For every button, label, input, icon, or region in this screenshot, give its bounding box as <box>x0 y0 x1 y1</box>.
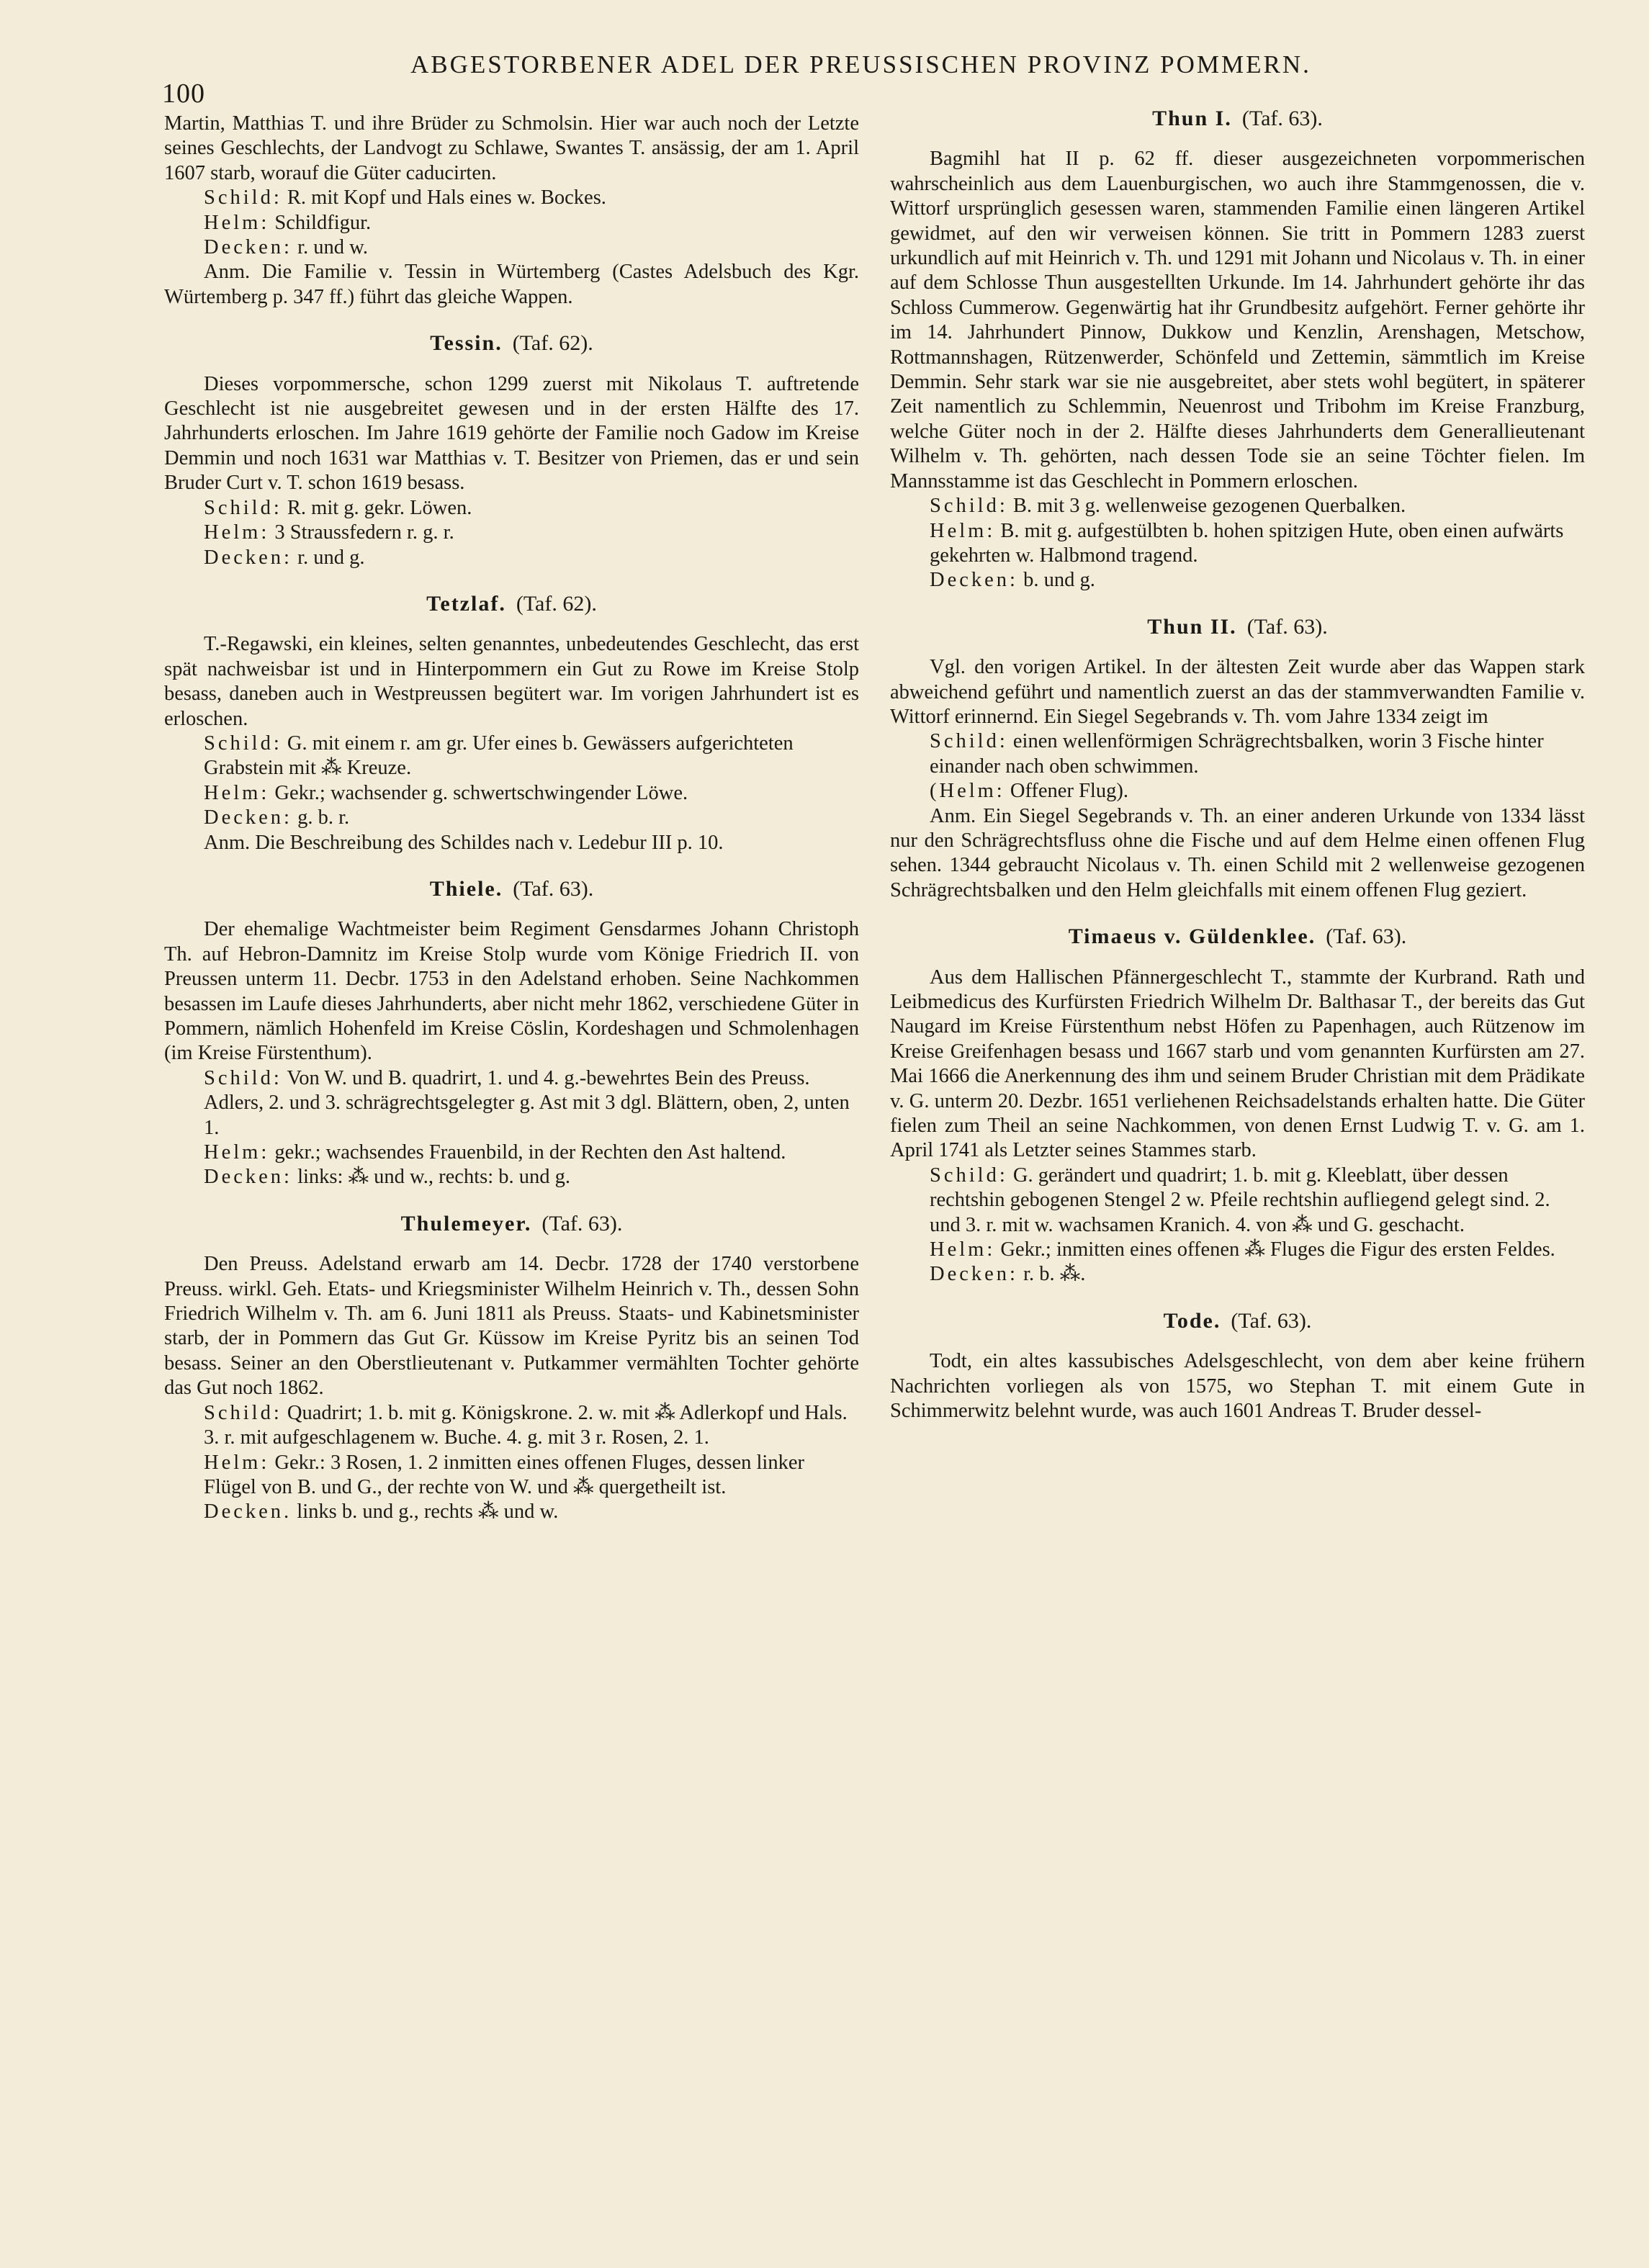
schild-term: Schild: <box>204 1401 282 1424</box>
helm-text: Gekr.; wachsender g. schwertschwingender Löwe. <box>274 781 688 804</box>
anm-text: Die Beschreibung des Schildes nach v. Ledebur III p. 10. <box>255 831 724 854</box>
helm-line <box>204 1451 859 1500</box>
entry-thiele <box>164 877 859 1190</box>
schild-term: Schild: <box>204 1066 282 1089</box>
entry-heading <box>164 592 859 616</box>
entry-thun-2 <box>890 615 1585 903</box>
entry-name: Thun II. <box>1147 614 1237 639</box>
entry-heading <box>164 1212 859 1236</box>
helm-term: Helm: <box>204 521 270 544</box>
decken-term: Decken: <box>204 236 292 259</box>
schild-line <box>204 1066 859 1140</box>
entry-name: Tessin. <box>430 331 503 356</box>
entry-thun-1 <box>890 107 1585 593</box>
decken-line <box>930 1262 1585 1287</box>
decken-text: r. und w. <box>297 236 368 259</box>
helm-text: Gekr.; inmitten eines offenen ⁂ Fluges die Figur des ersten Feldes. <box>1000 1238 1555 1261</box>
decken-line <box>204 546 859 570</box>
helm-line <box>930 779 1585 804</box>
decken-text: links b. und g., rechts ⁂ und w. <box>297 1500 559 1524</box>
decken-term: Decken: <box>930 569 1018 592</box>
schild-term: Schild: <box>930 1164 1008 1187</box>
helm-text: Offener Flug). <box>1010 780 1128 803</box>
decken-term: Decken: <box>204 1166 292 1189</box>
schild-line <box>930 494 1585 518</box>
anm-note <box>164 260 859 310</box>
schild-text: R. mit g. gekr. Löwen. <box>287 496 472 519</box>
schild-text: Von W. und B. quadrirt, 1. und 4. g.-bewehrtes Bein des Preuss. Adlers, 2. und 3. schrägrechtsgelegter g. Ast mit 3 dgl. Blättern, oben, 2, unten 1. <box>204 1066 850 1139</box>
entry-continuation <box>164 112 859 310</box>
decken-line <box>204 235 859 260</box>
schild-text: G. gerändert und quadrirt; 1. b. mit g. Kleeblatt, über dessen rechtshin gebogenen Stengel 2 w. Pfeile rechtshin aufliegend gelegt sind. 2. und 3. r. mit w. wachsamen Kranich. 4. von ⁂ und G. geschacht. <box>930 1164 1550 1236</box>
helm-text: gekr.; wachsendes Frauenbild, in der Rechten den Ast haltend. <box>274 1141 786 1164</box>
helm-line <box>204 1140 859 1165</box>
anm-term: Anm. <box>204 831 251 854</box>
entry-heading <box>164 877 859 901</box>
entry-text: Martin, Matthias T. und ihre Brüder zu Schmolsin. Hier war auch noch der Letzte seines Geschlechts, der Landvogt zu Schlawe, Swantes T. ansässig, der am 1. April 1607 starb, worauf die Güter caducirten. <box>164 112 859 184</box>
entry-name: Thulemeyer. <box>400 1211 532 1236</box>
plate-reference: (Taf. 63). <box>1241 107 1323 130</box>
helm-line <box>204 521 859 545</box>
entry-heading <box>890 107 1585 131</box>
helm-text: Gekr.: 3 Rosen, 1. 2 inmitten eines offenen Fluges, dessen linker Flügel von B. und G., der rechte von W. und ⁂ quergetheilt ist. <box>204 1451 804 1498</box>
schild-text: G. mit einem r. am gr. Ufer eines b. Gewässers aufgerichteten Grabstein mit ⁂ Kreuze. <box>204 732 794 780</box>
helm-text: 3 Straussfedern r. g. r. <box>274 521 454 544</box>
entry-tessin <box>164 331 859 570</box>
schild-term: Schild: <box>204 186 282 210</box>
entry-text: Den Preuss. Adelstand erwarb am 14. Decbr. 1728 der 1740 verstorbene Preuss. wirkl. Geh. Etats- und Kriegsminister Wilhelm Heinrich v. Th., dessen Sohn Friedrich Wilhelm v. Th. am 6. Juni 1811 als Preuss. Staats- und Kabinetsminister starb, der in Pommern das Gut Gr. Küssow im Kreise Pyritz bis an seinen Tod besass. Seiner an den Oberstlieutenant v. Putkammer vermählten Tochter gehörte das Gut noch 1862. <box>164 1253 859 1400</box>
helm-term: Helm: <box>204 781 270 804</box>
decken-line <box>204 1500 859 1524</box>
helm-line <box>204 211 859 235</box>
entry-name: Tetzlaf. <box>426 591 506 616</box>
helm-term: Helm: <box>930 1238 996 1261</box>
schild-term: Schild: <box>930 495 1008 518</box>
entry-text: Vgl. den vorigen Artikel. In der ältesten Zeit wurde aber das Wappen stark abweichend geführt und namentlich zuerst an das der stammverwandten Familie v. Wittorf erinnernd. Ein Siegel Segebrands v. Th. vom Jahre 1334 zeigt im <box>890 656 1585 728</box>
plate-reference: (Taf. 63). <box>1231 1308 1312 1333</box>
entry-name: Thun I. <box>1152 107 1232 130</box>
decken-text: links: ⁂ und w., rechts: b. und g. <box>297 1166 570 1189</box>
helm-term: (Helm: <box>930 780 1005 803</box>
entry-thulemeyer <box>164 1212 859 1525</box>
schild-text: einen wellenförmigen Schrägrechtsbalken, worin 3 Fische hinter einander nach oben schwimmen. <box>930 730 1544 778</box>
entry-text: Dieses vorpommersche, schon 1299 zuerst mit Nikolaus T. auftretende Geschlecht ist nie ausgebreitet gewesen und in der ersten Hälfte des 17. Jahrhunderts erloschen. Im Jahre 1619 gehörte der Familie noch Gadow im Kreise Demmin und noch 1631 war Matthias v. T. Besitzer von Priemen, das er und sein Bruder Curt v. T. schon 1619 besass. <box>164 372 859 495</box>
schild-line <box>204 1401 859 1451</box>
anm-text: Die Familie v. Tessin in Würtemberg (Castes Adelsbuch des Kgr. Würtemberg p. 347 ff.) führt das gleiche Wappen. <box>164 261 860 308</box>
entry-name: Tode. <box>1163 1308 1221 1333</box>
entry-name: Timaeus v. Güldenklee. <box>1068 924 1316 949</box>
plate-reference: (Taf. 63). <box>1326 924 1407 949</box>
entry-text: Der ehemalige Wachtmeister beim Regiment Gensdarmes Johann Christoph Th. auf Hebron-Damnitz im Kreise Stolp wurde vom Könige Friedrich II. von Preussen unterm 11. Decbr. 1753 in den Adelstand erhoben. Seine Nachkommen besassen im Laufe dieses Jahrhunderts, aber nicht mehr 1862, verschiedene Güter in Pommern, nämlich Hohenfeld im Kreise Cöslin, Kordeshagen und Schmolenhagen (im Kreise Fürstenthum). <box>164 918 859 1065</box>
entry-text: Aus dem Hallischen Pfännergeschlecht T., stammte der Kurbrand. Rath und Leibmedicus des Kurfürsten Friedrich Wilhelm Dr. Balthasar T., der bereits das Gut Naugard im Kreise Fürstenthum nebst Höfen zu Papenhagen, auch Rützenow im Kreise Greifenhagen besass und 1667 starb und vom genannten Kurfürsten am 27. Mai 1666 die Anerkennung des ihm und seinem Bruder Christian mit dem Prädikate v. G. unterm 20. Dezbr. 1651 verliehenen Reichsadelstands erhalten hatte. Die Güter fielen zum Theil an seine Nachkommen, von denen Ernst Ludwig T. v. G. am 1. April 1741 als Letzter seines Stammes starb. <box>890 966 1585 1162</box>
anm-term: Anm. <box>930 804 976 827</box>
helm-line <box>930 519 1585 569</box>
schild-line <box>930 1164 1585 1238</box>
entry-heading <box>890 615 1585 639</box>
left-column <box>164 112 859 1541</box>
helm-term: Helm: <box>204 1141 270 1164</box>
entry-heading <box>890 924 1585 949</box>
schild-line <box>204 732 859 781</box>
right-column <box>890 107 1585 1440</box>
decken-text: r. und g. <box>297 546 365 569</box>
entry-tetzlaf <box>164 592 859 855</box>
entry-heading <box>890 1309 1585 1333</box>
schild-term: Schild: <box>930 730 1008 753</box>
decken-term: Decken: <box>930 1263 1018 1286</box>
anm-term: Anm. <box>204 261 251 284</box>
entry-heading <box>164 331 859 356</box>
decken-line <box>204 806 859 830</box>
helm-line <box>204 781 859 806</box>
plate-reference: (Taf. 62). <box>512 331 593 356</box>
decken-term: Decken: <box>204 806 292 829</box>
helm-term: Helm: <box>204 1451 270 1474</box>
entry-text: T.-Regawski, ein kleines, selten genanntes, unbedeutendes Geschlecht, das erst spät nachweisbar ist und in Hinterpommern ein Gut zu Rowe im Kreise Stolp besass, daneben auch in Westpreussen begütert war. Im vorigen Jahrhundert ist es erloschen. <box>164 633 859 730</box>
anm-note <box>890 804 1585 904</box>
decken-text: b. und g. <box>1023 569 1095 592</box>
helm-text: B. mit g. aufgestülbten b. hohen spitzigen Hute, oben einen aufwärts gekehrten w. Halbmond tragend. <box>930 519 1564 567</box>
running-title: ABGESTORBENER ADEL DER PREUSSISCHEN PROVINZ POMMERN. <box>410 50 1311 78</box>
decken-text: g. b. r. <box>297 806 350 829</box>
schild-line <box>204 496 859 521</box>
plate-reference: (Taf. 63). <box>513 876 594 901</box>
entry-timaeus <box>890 924 1585 1287</box>
helm-term: Helm: <box>204 211 270 234</box>
decken-line <box>204 1165 859 1189</box>
entry-name: Thiele. <box>429 876 503 901</box>
decken-line <box>930 568 1585 593</box>
plate-reference: (Taf. 63). <box>1246 614 1328 639</box>
schild-term: Schild: <box>204 732 282 755</box>
schild-term: Schild: <box>204 496 282 519</box>
decken-term: Decken: <box>204 546 292 569</box>
decken-term: Decken. <box>204 1500 292 1524</box>
helm-term: Helm: <box>930 519 996 542</box>
entry-tode <box>890 1309 1585 1424</box>
helm-text: Schildfigur. <box>274 211 372 234</box>
entry-text: Todt, ein altes kassubisches Adelsgeschlecht, von dem aber keine frühern Nachrichten vorliegen als von 1575, wo Stephan T. mit einem Gute in Schimmerwitz belehnt wurde, was auch 1601 Andreas T. Bruder dessel- <box>890 1350 1585 1423</box>
schild-text: Quadrirt; 1. b. mit g. Königskrone. 2. w. mit ⁂ Adlerkopf und Hals. 3. r. mit aufgeschlagenem w. Buche. 4. g. mit 3 r. Rosen, 2. 1. <box>204 1401 848 1449</box>
decken-text: r. b. ⁂. <box>1023 1263 1086 1286</box>
schild-text: R. mit Kopf und Hals eines w. Bockes. <box>287 186 606 210</box>
page-number: 100 <box>162 78 205 109</box>
schild-line <box>930 729 1585 779</box>
helm-line <box>930 1238 1585 1262</box>
schild-text: B. mit 3 g. wellenweise gezogenen Querbalken. <box>1012 495 1406 518</box>
schild-line <box>204 186 859 210</box>
plate-reference: (Taf. 63). <box>542 1211 623 1236</box>
anm-note <box>164 831 859 855</box>
entry-text: Bagmihl hat II p. 62 ff. dieser ausgezeichneten vorpommerischen wahrscheinlich aus dem Lauenburgischen, wo auch ihre Stammgenossen, die v. Wittorf ursprünglich gesessen waren, stammenden Familie einen längeren Artikel gewidmet, auf den wir verweisen können. Sie tritt in Pommern 1283 zuerst urkundlich auf mit Heinrich v. Th. und 1291 mit Johann und Nicolaus v. Th. in einer auf dem Schlosse Thun ausgestellten Urkunde. Im 14. Jahrhundert gehörte ihr das Schloss Cummerow. Gegenwärtig hat ihr Grundbesitz aufgehört. Ferner gehörte ihr im 14. Jahrhundert Pinnow, Dukkow und Kenzlin, Arenshagen, Metschow, Rottmannshagen, Rützenwerder, Schönfeld und Zettemin, sämmtlich im Kreise Demmin. Sehr stark war sie nie ausgebreitet, aber stets wohl begütert, in späterer Zeit namentlich zu Schlemmin, Neuenrost und Tribohm im Kreise Franzburg, welche Güter noch in der 2. Hälfte dieses Jahrhunderts dem Generallieutenant Wilhelm v. Th. gehörten, nach dessen Tode sie an seine Töchter fielen. Im Mannsstamme ist das Geschlecht in Pommern erloschen. <box>890 148 1585 492</box>
page-header <box>162 43 1595 109</box>
plate-reference: (Taf. 62). <box>516 591 597 616</box>
anm-text: Ein Siegel Segebrands v. Th. an einer anderen Urkunde von 1334 lässt nur den Schrägrechtsfluss ohne die Fische und auf dem Helme einen offenen Flug sehen. 1344 gebraucht Nicolaus v. Th. einen Schild mit 2 wellenweise gezogenen Schrägrechtsbalken und den Helm gleichfalls mit einem offenen Flug geziert. <box>890 804 1585 901</box>
